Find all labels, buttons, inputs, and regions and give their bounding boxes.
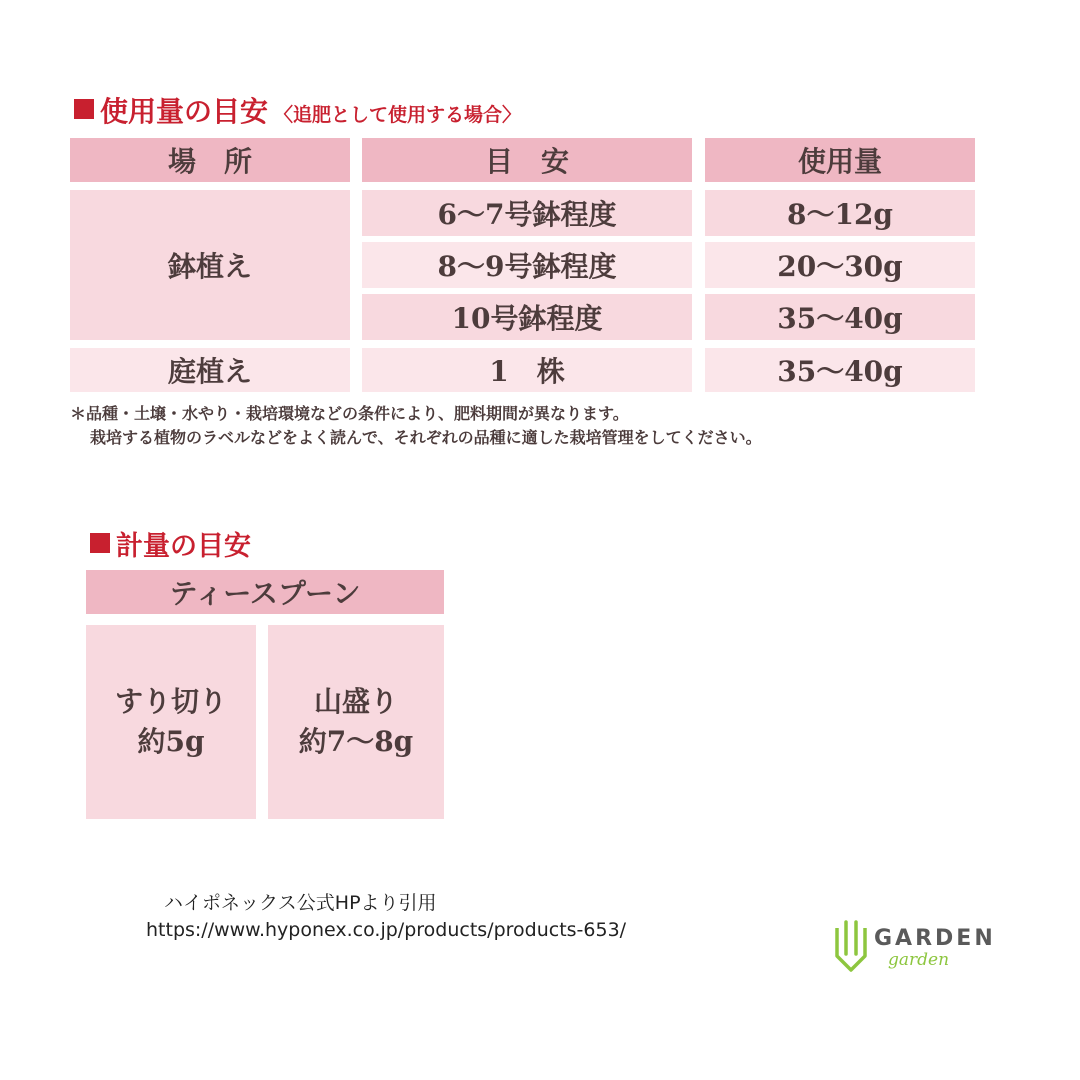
measure-heaped-value: 約7〜8g	[298, 725, 414, 758]
garden-logo-sub: garden	[888, 950, 950, 970]
usage-note	[70, 402, 1030, 450]
garden-logo-icon	[834, 918, 868, 974]
header-guide: 目 安	[362, 138, 692, 182]
citation-source: ハイポネックス公式HPより引用	[164, 892, 437, 914]
measure-heaped-label: 山盛り	[313, 685, 398, 718]
citation	[146, 890, 626, 944]
measure-heading	[90, 524, 251, 563]
guide-cell: 10号鉢程度	[362, 294, 692, 340]
usage-title: 使用量の目安	[100, 95, 269, 128]
amount-cell: 35〜40g	[705, 294, 975, 340]
guide-cell: 1 株	[362, 348, 692, 392]
square-bullet-icon	[90, 533, 110, 553]
garden-logo	[834, 918, 996, 978]
garden-logo-text: GARDEN	[874, 926, 996, 951]
usage-heading	[74, 90, 521, 130]
amount-cell: 8〜12g	[705, 190, 975, 236]
header-place: 場 所	[70, 138, 350, 182]
place-cell-pot: 鉢植え	[70, 190, 350, 340]
teaspoon-header: ティースプーン	[86, 570, 444, 614]
note-line-1: ＊品種・土壌・水やり・栽培環境などの条件により、肥料期間が異なります。	[70, 404, 629, 423]
measure-title: 計量の目安	[116, 531, 251, 562]
usage-subtitle: 〈追肥として使用する場合〉	[274, 104, 522, 126]
guide-cell: 6〜7号鉢程度	[362, 190, 692, 236]
square-bullet-icon	[74, 99, 94, 119]
citation-url[interactable]: https://www.hyponex.co.jp/products/products-653/	[146, 919, 627, 941]
note-line-2: 栽培する植物のラベルなどをよく読んで、それぞれの品種に適した栽培管理をしてください。	[90, 428, 762, 447]
header-amount: 使用量	[705, 138, 975, 182]
amount-cell: 20〜30g	[705, 242, 975, 288]
amount-cell: 35〜40g	[705, 348, 975, 392]
measure-level-label: すり切り	[114, 685, 227, 718]
measure-level-value: 約5g	[137, 725, 205, 758]
place-cell-garden: 庭植え	[70, 348, 350, 392]
measure-cell-heaped	[268, 625, 444, 819]
measure-cell-level	[86, 625, 256, 819]
guide-cell: 8〜9号鉢程度	[362, 242, 692, 288]
